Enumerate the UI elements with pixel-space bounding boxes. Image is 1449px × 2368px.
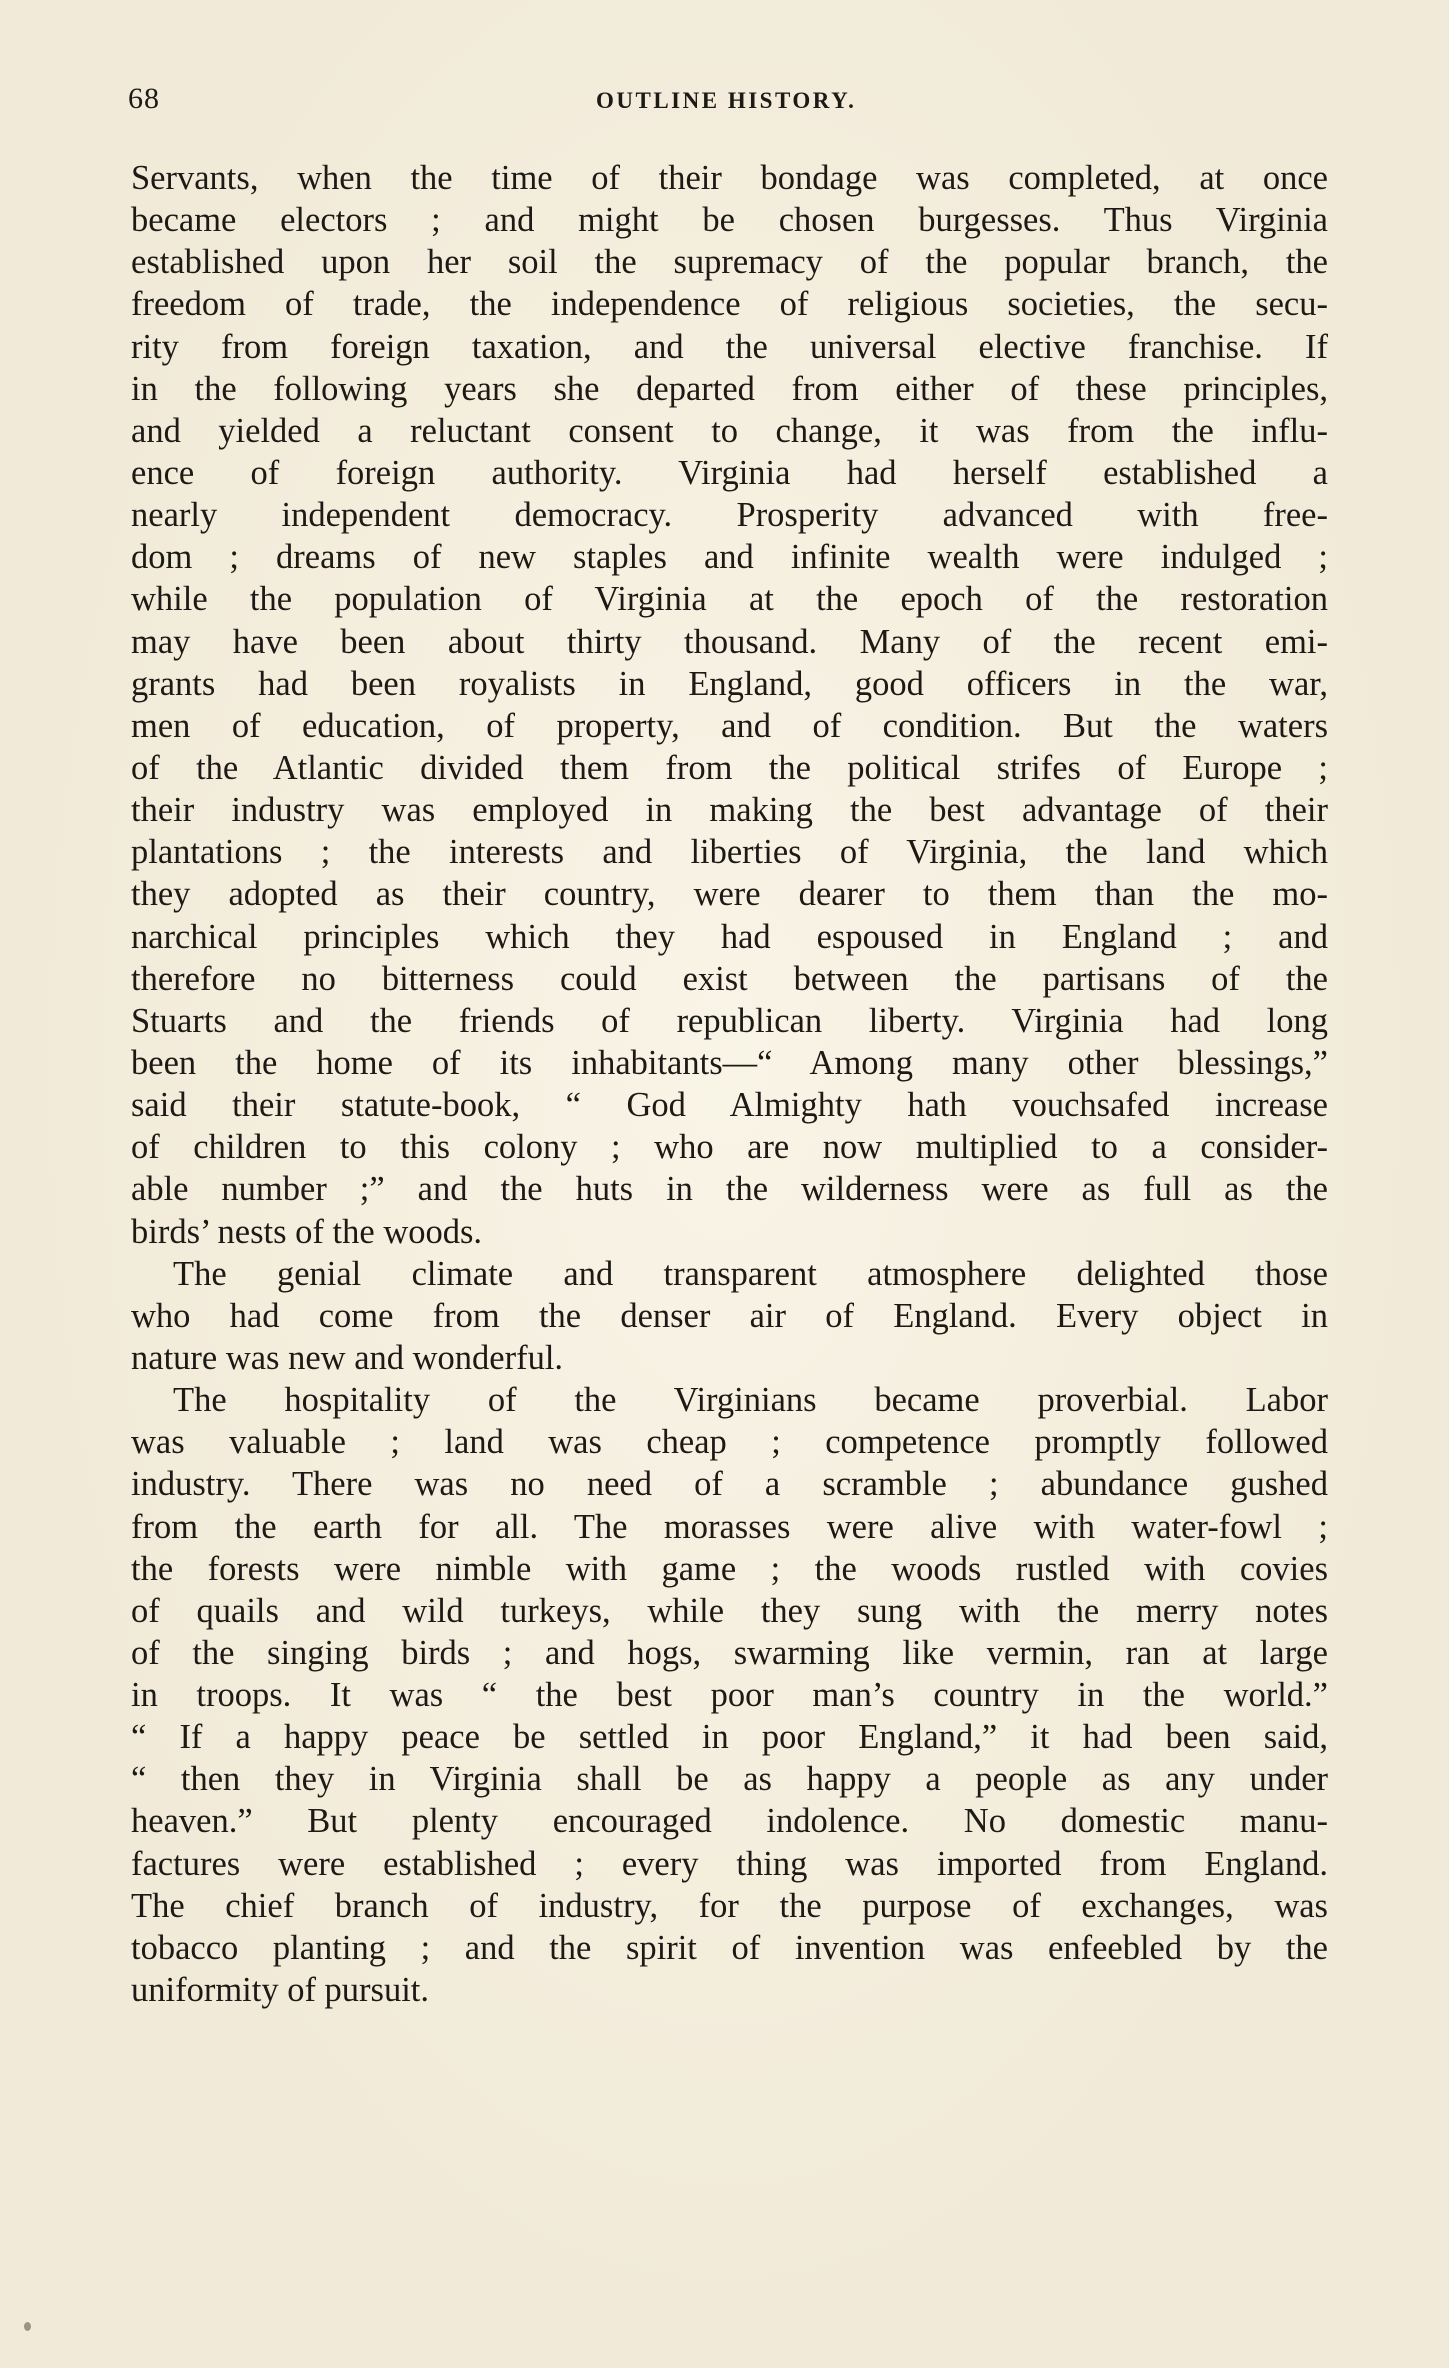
text-line: may have been about thirty thousand. Many of the recent emi-: [131, 622, 1328, 661]
text-line: established upon her soil the supremacy of the popular branch, the: [131, 243, 1328, 282]
text-line: they adopted as their country, were dearer to them than the mo-: [131, 875, 1328, 914]
text-line: factures were established ; every thing was imported from England.: [131, 1844, 1328, 1883]
text-line: freedom of trade, the independence of religious societies, the secu-: [131, 285, 1328, 324]
paragraph-start-line: The hospitality of the Virginians became proverbial. Labor: [173, 1381, 1328, 1420]
text-line: of the singing birds ; and hogs, swarming like vermin, ran at large: [131, 1633, 1328, 1672]
paragraph-end-line: birds’ nests of the woods.: [131, 1212, 483, 1251]
ink-speck: [24, 2322, 31, 2331]
text-line: in the following years she departed from either of these principles,: [131, 369, 1328, 408]
text-line: of quails and wild turkeys, while they sung with the merry notes: [131, 1591, 1328, 1630]
text-line: industry. There was no need of a scramble ; abundance gushed: [131, 1465, 1328, 1504]
paragraph-end-line: uniformity of pursuit.: [131, 1971, 430, 2010]
text-line: the forests were nimble with game ; the woods rustled with covies: [131, 1549, 1328, 1588]
text-line: narchical principles which they had espoused in England ; and: [131, 917, 1328, 956]
text-line: therefore no bitterness could exist between the partisans of the: [131, 959, 1328, 998]
text-line: able number ;” and the huts in the wilderness were as full as the: [131, 1170, 1328, 1209]
text-line: been the home of its inhabitants—“ Among many other blessings,”: [131, 1043, 1328, 1082]
text-line: heaven.” But plenty encouraged indolence. No domestic manu-: [131, 1802, 1328, 1841]
text-line: in troops. It was “ the best poor man’s country in the world.”: [131, 1676, 1328, 1715]
page-number: 68: [128, 82, 160, 115]
body-text: [131, 157, 1328, 2011]
text-line: while the population of Virginia at the epoch of the restoration: [131, 580, 1328, 619]
text-line: who had come from the denser air of England. Every object in: [131, 1296, 1328, 1335]
text-line: ence of foreign authority. Virginia had herself established a: [131, 453, 1328, 492]
paragraph-end-line: nature was new and wonderful.: [131, 1338, 564, 1377]
text-line: said their statute-book, “ God Almighty hath vouchsafed increase: [131, 1086, 1328, 1125]
text-line: Servants, when the time of their bondage was completed, at once: [131, 159, 1328, 197]
text-line: tobacco planting ; and the spirit of invention was enfeebled by the: [131, 1928, 1328, 1967]
text-line: “ then they in Virginia shall be as happy a people as any under: [131, 1760, 1328, 1799]
text-line: was valuable ; land was cheap ; competence promptly followed: [131, 1423, 1328, 1462]
text-line: and yielded a reluctant consent to change, it was from the influ-: [131, 411, 1328, 450]
running-head: [128, 82, 1328, 122]
text-line: of children to this colony ; who are now multiplied to a consider-: [131, 1128, 1328, 1167]
text-line: their industry was employed in making the best advantage of their: [131, 791, 1328, 830]
text-line: from the earth for all. The morasses were alive with water-fowl ;: [131, 1507, 1328, 1546]
text-line: became electors ; and might be chosen burgesses. Thus Virginia: [131, 201, 1328, 240]
text-line: Stuarts and the friends of republican liberty. Virginia had long: [131, 1001, 1328, 1040]
paragraph-start-line: The genial climate and transparent atmosphere delighted those: [173, 1254, 1328, 1293]
running-title: OUTLINE HISTORY.: [596, 88, 857, 113]
text-line: dom ; dreams of new staples and infinite wealth were indulged ;: [131, 538, 1328, 577]
text-line: nearly independent democracy. Prosperity advanced with free-: [131, 496, 1328, 535]
text-line: men of education, of property, and of condition. But the waters: [131, 706, 1328, 745]
text-line: The chief branch of industry, for the purpose of exchanges, was: [131, 1886, 1328, 1925]
text-line: plantations ; the interests and liberties of Virginia, the land which: [131, 833, 1328, 872]
text-line: rity from foreign taxation, and the universal elective franchise. If: [131, 327, 1328, 366]
text-line: grants had been royalists in England, good officers in the war,: [131, 664, 1328, 703]
text-line: of the Atlantic divided them from the political strifes of Europe ;: [131, 748, 1328, 787]
text-line: “ If a happy peace be settled in poor England,” it had been said,: [131, 1718, 1328, 1757]
